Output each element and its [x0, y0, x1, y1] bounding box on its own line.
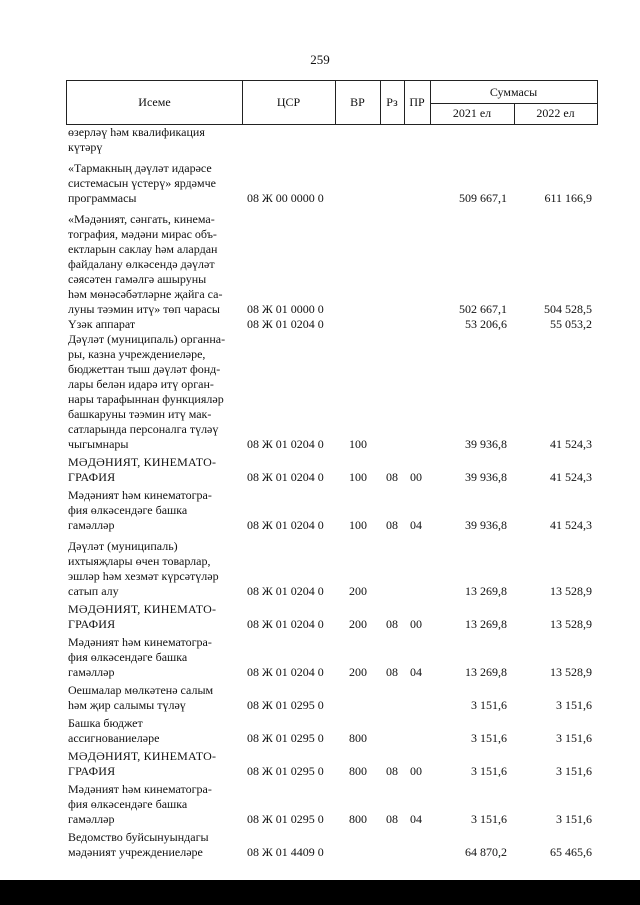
row-sum-2022: 55 053,2 — [550, 317, 592, 331]
row-sum-2022: 3 151,6 — [556, 764, 592, 778]
row-sum-2021: 13 269,8 — [465, 617, 507, 631]
row-pr-code: 04 — [410, 518, 422, 532]
row-rz-code: 08 — [386, 764, 398, 778]
row-vr-code: 200 — [349, 665, 367, 679]
table-body — [66, 125, 598, 860]
row-vr-code: 800 — [349, 731, 367, 745]
header-vr: ВР — [350, 95, 365, 109]
row-pr-code: 00 — [410, 470, 422, 484]
row-sum-2022: 65 465,6 — [550, 845, 592, 859]
table-row — [66, 602, 598, 632]
row-sum-2021: 3 151,6 — [471, 731, 507, 745]
row-sum-2021: 13 269,8 — [465, 665, 507, 679]
row-name: «Мәдәният, сәнгать, кинема- тография, мәдәни мирас объ- ектларын саклау һәм алардан файдалану өлкәсендә дәүләт сәясәтен гамәлгә ашыруны һәм мөнәсәбәтләрне җайга са- луны тәэмин итү» төп чарасы — [68, 212, 223, 316]
row-csr-code: 08 Ж 01 0000 0 — [247, 302, 324, 316]
row-sum-2022: 504 528,5 — [544, 302, 592, 316]
row-sum-2021: 3 151,6 — [471, 698, 507, 712]
row-csr-code: 08 Ж 01 0295 0 — [247, 812, 324, 826]
row-sum-2022: 3 151,6 — [556, 698, 592, 712]
row-sum-2022: 3 151,6 — [556, 812, 592, 826]
row-sum-2021: 509 667,1 — [459, 191, 507, 205]
row-sum-2021: 39 936,8 — [465, 470, 507, 484]
row-csr-code: 08 Ж 00 0000 0 — [247, 191, 324, 205]
header-rz: Рз — [386, 95, 398, 109]
row-rz-code: 08 — [386, 812, 398, 826]
row-sum-2022: 611 166,9 — [544, 191, 592, 205]
row-csr-code: 08 Ж 01 0295 0 — [247, 731, 324, 745]
row-vr-code: 100 — [349, 437, 367, 451]
row-pr-code: 04 — [410, 665, 422, 679]
row-vr-code: 100 — [349, 518, 367, 532]
row-name: МӘДӘНИЯТ, КИНЕМАТО- ГРАФИЯ — [68, 602, 217, 631]
table-row — [66, 830, 598, 860]
table-row — [66, 488, 598, 533]
table-row — [66, 317, 598, 332]
row-csr-code: 08 Ж 01 0204 0 — [247, 437, 324, 451]
row-name: Мәдәният һәм кинематогра- фия өлкәсендәге башка гамәлләр — [68, 782, 212, 826]
row-name: Дәүләт (муниципаль) органна- ры, казна учреждениеләре, бюджеттан тыш дәүләт фонд- лары белән идарә итү орган- нары тарафыннан функцияләр башкаруны тәэмин итү мак- сатларында персоналга түләү чыгымнары — [68, 332, 226, 451]
table-row — [66, 212, 598, 317]
table-row — [66, 683, 598, 713]
row-sum-2022: 41 524,3 — [550, 470, 592, 484]
row-sum-2021: 39 936,8 — [465, 437, 507, 451]
row-name: Дәүләт (муниципаль) ихтыяҗлары өчен товарлар, эшләр һәм хезмәт күрсәтүләр сатып алу — [68, 539, 219, 598]
row-name: «Тармакның дәүләт идарәсе системасын үстерү» ярдәмче программасы — [68, 161, 216, 205]
row-rz-code: 08 — [386, 617, 398, 631]
row-pr-code: 04 — [410, 812, 422, 826]
row-sum-2022: 13 528,9 — [550, 584, 592, 598]
row-rz-code: 08 — [386, 518, 398, 532]
row-csr-code: 08 Ж 01 0295 0 — [247, 698, 324, 712]
row-csr-code: 08 Ж 01 0204 0 — [247, 470, 324, 484]
header-csr: ЦСР — [276, 95, 301, 109]
row-name: МӘДӘНИЯТ, КИНЕМАТО- ГРАФИЯ — [68, 749, 217, 778]
page-number: 259 — [310, 52, 330, 67]
row-pr-code: 00 — [410, 617, 422, 631]
row-name: Мәдәният һәм кинематогра- фия өлкәсендәге башка гамәлләр — [68, 635, 212, 679]
header-sums: Суммасы — [489, 84, 538, 99]
row-csr-code: 08 Ж 01 0204 0 — [247, 617, 324, 631]
row-sum-2022: 13 528,9 — [550, 617, 592, 631]
row-csr-code: 08 Ж 01 0295 0 — [247, 764, 324, 778]
table-row — [66, 539, 598, 599]
row-sum-2022: 13 528,9 — [550, 665, 592, 679]
row-pr-code: 00 — [410, 764, 422, 778]
row-sum-2021: 3 151,6 — [471, 764, 507, 778]
row-sum-2021: 13 269,8 — [465, 584, 507, 598]
row-csr-code: 08 Ж 01 4409 0 — [247, 845, 324, 859]
row-name: Оешмалар мөлкәтенә салым һәм җир салымы түләү — [68, 683, 214, 712]
row-vr-code: 200 — [349, 584, 367, 598]
row-sum-2021: 3 151,6 — [471, 812, 507, 826]
row-name: Ведомство буйсынуындагы мәдәният учреждениеләре — [68, 830, 209, 859]
header-name: Исеме — [138, 95, 171, 109]
row-sum-2022: 41 524,3 — [550, 518, 592, 532]
row-sum-2021: 39 936,8 — [465, 518, 507, 532]
row-csr-code: 08 Ж 01 0204 0 — [247, 584, 324, 598]
row-csr-code: 08 Ж 01 0204 0 — [247, 317, 324, 331]
row-sum-2021: 502 667,1 — [459, 302, 507, 316]
row-name: Башка бюджет ассигнованиеләре — [68, 716, 160, 745]
table-row — [66, 782, 598, 827]
table-header — [66, 80, 598, 125]
row-csr-code: 08 Ж 01 0204 0 — [247, 518, 324, 532]
row-name: өзерләү һәм квалификация күтәрү — [68, 125, 205, 154]
table-row — [66, 161, 598, 206]
row-vr-code: 100 — [349, 470, 367, 484]
row-name: Үзәк аппарат — [68, 317, 136, 331]
header-year-2021: 2021 ел — [452, 106, 492, 120]
table-row — [66, 125, 598, 155]
row-vr-code: 800 — [349, 812, 367, 826]
table-row — [66, 455, 598, 485]
table-row — [66, 716, 598, 746]
row-name: МӘДӘНИЯТ, КИНЕМАТО- ГРАФИЯ — [68, 455, 217, 484]
row-name: Мәдәният һәм кинематогра- фия өлкәсендәге башка гамәлләр — [68, 488, 212, 532]
row-sum-2021: 64 870,2 — [465, 845, 507, 859]
table-row — [66, 332, 598, 452]
row-rz-code: 08 — [386, 470, 398, 484]
row-sum-2021: 53 206,6 — [465, 317, 507, 331]
row-rz-code: 08 — [386, 665, 398, 679]
row-sum-2022: 3 151,6 — [556, 731, 592, 745]
row-vr-code: 200 — [349, 617, 367, 631]
table-row — [66, 635, 598, 680]
row-sum-2022: 41 524,3 — [550, 437, 592, 451]
row-vr-code: 800 — [349, 764, 367, 778]
header-year-2022: 2022 ел — [536, 106, 575, 120]
scan-border — [0, 880, 640, 905]
row-csr-code: 08 Ж 01 0204 0 — [247, 665, 324, 679]
header-pr: ПР — [409, 95, 425, 109]
table-row — [66, 749, 598, 779]
